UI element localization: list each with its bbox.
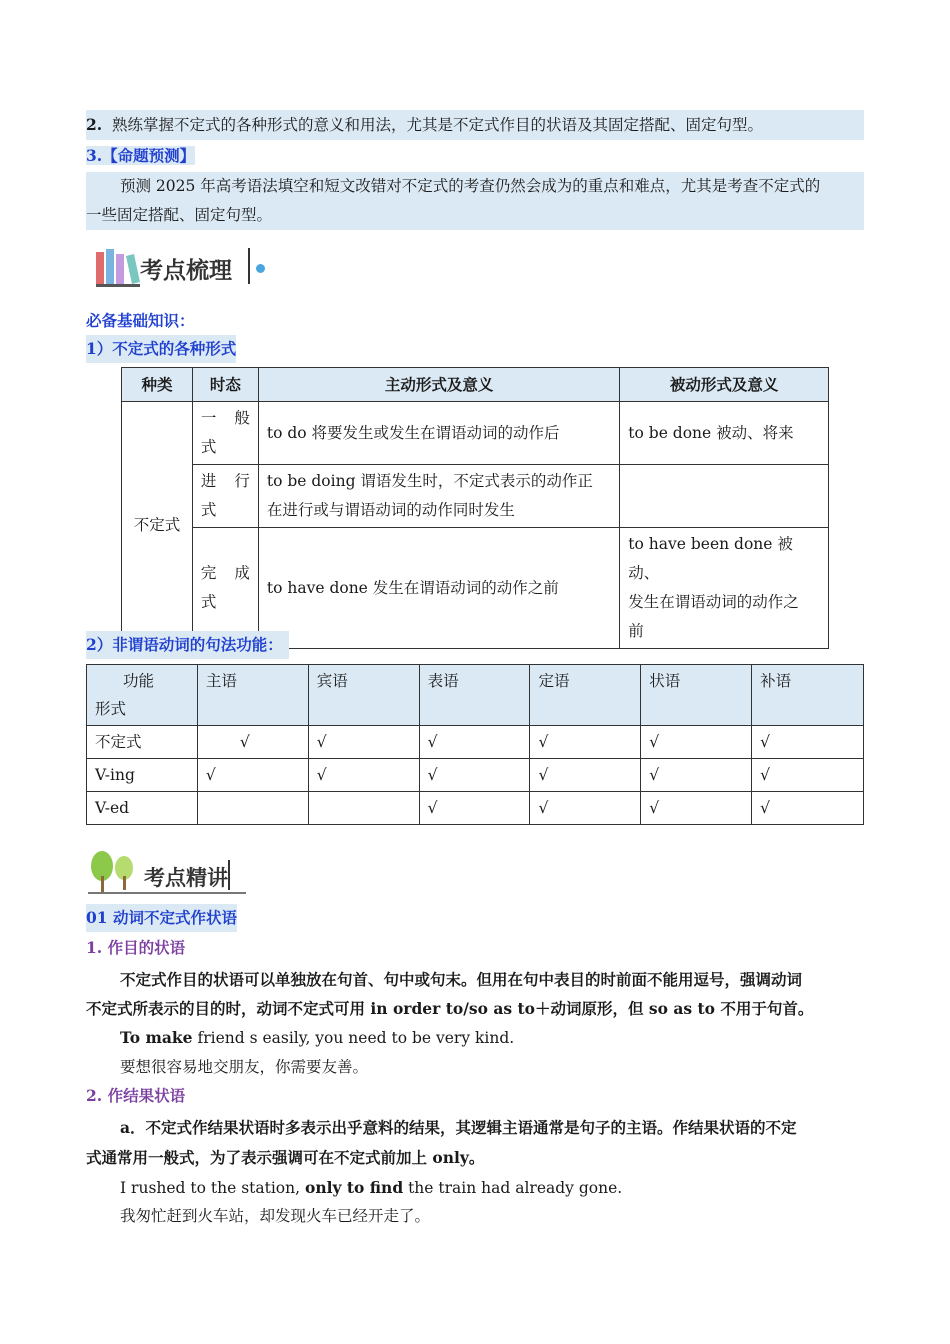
column-header: 定语	[530, 665, 641, 726]
check-mark: √	[752, 759, 864, 792]
table-row	[87, 792, 864, 825]
check-mark: √	[419, 792, 530, 825]
books-icon	[94, 246, 142, 288]
header-passive: 被动形式及意义	[620, 368, 829, 402]
column-header: 状语	[641, 665, 752, 726]
active-cell: to be doing 谓语发生时，不定式表示的动作正 在进行或与谓语动词的动作同时发生	[258, 465, 619, 528]
purpose-subheading: 1. 作目的状语	[86, 938, 186, 957]
check-mark: √	[641, 759, 752, 792]
item-number: 2.	[86, 115, 103, 134]
result-paragraph-line-1: a．不定式作结果状语时多表示出乎意料的结果，其逻辑主语通常是句子的主语。作结果状语的不定	[120, 1118, 797, 1137]
nonfinite-functions-table	[86, 664, 864, 825]
prediction-heading: 3.【命题预测】	[86, 146, 196, 165]
table-row	[87, 726, 864, 759]
check-mark: √	[530, 759, 641, 792]
check-mark: √	[641, 726, 752, 759]
knowledge-heading: 必备基础知识：	[86, 311, 195, 330]
objective-text: 熟练掌握不定式的各种形式的意义和用法，尤其是不定式作目的状语及其固定搭配、固定句型。	[112, 116, 764, 134]
section-banner-review	[94, 244, 274, 290]
column-header: 补语	[752, 665, 864, 726]
check-mark: √	[752, 726, 864, 759]
tense-cell: 完 成 式	[192, 528, 258, 649]
tense-cell: 进 行 式	[192, 465, 258, 528]
tense-cell: 一 般 式	[192, 402, 258, 465]
check-mark	[197, 792, 308, 825]
column-header: 宾语	[308, 665, 419, 726]
check-mark: √	[308, 726, 419, 759]
form-cell: V-ing	[87, 759, 198, 792]
result-subheading: 2. 作结果状语	[86, 1086, 186, 1105]
forms-subheading: 1）不定式的各种形式	[86, 335, 236, 363]
banner-divider	[228, 860, 230, 890]
example-1: To make friend s easily, you need to be very kind.	[120, 1028, 515, 1047]
check-mark: √	[530, 726, 641, 759]
result-paragraph-line-2: 式通常用一般式，为了表示强调可在不定式前加上 only。	[86, 1148, 485, 1167]
check-mark: √	[197, 759, 308, 792]
prediction-line-1: 预测 2025 年高考语法填空和短文改错对不定式的考查仍然会成为的重点和难点，尤其是考查不定式的	[86, 172, 864, 201]
check-mark: √	[419, 726, 530, 759]
banner-title: 考点梳理	[140, 258, 232, 284]
passive-cell: to be done 被动、将来	[620, 402, 829, 465]
column-header: 主语	[197, 665, 308, 726]
table-row	[122, 465, 829, 528]
corner-cell: 功能 形式	[87, 665, 198, 726]
header-tense: 时态	[192, 368, 258, 402]
table-row	[122, 402, 829, 465]
active-cell: to do 将要发生或发生在谓语动词的动作后	[258, 402, 619, 465]
table-header-row	[87, 665, 864, 726]
category-cell: 不定式	[122, 402, 193, 649]
prediction-line-2: 一些固定搭配、固定句型。	[86, 201, 864, 230]
example-1-translation: 要想很容易地交朋友，你需要友善。	[120, 1058, 369, 1076]
check-mark: √	[308, 759, 419, 792]
example-2: I rushed to the station, only to find the train had already gone.	[120, 1178, 623, 1197]
check-mark	[308, 792, 419, 825]
form-cell: 不定式	[87, 726, 198, 759]
objective-item-2	[86, 110, 864, 140]
check-mark: √	[197, 726, 308, 759]
passive-cell	[620, 465, 829, 528]
active-cell: to have done 发生在谓语动词的动作之前	[258, 528, 619, 649]
banner-title: 考点精讲	[144, 866, 228, 890]
infinitive-forms-table	[121, 367, 829, 649]
check-mark: √	[419, 759, 530, 792]
banner-divider	[248, 248, 250, 284]
column-header: 表语	[419, 665, 530, 726]
table-row	[87, 759, 864, 792]
section-heading: 01 动词不定式作状语	[86, 904, 237, 932]
check-mark: √	[530, 792, 641, 825]
purpose-paragraph-line-1: 不定式作目的状语可以单独放在句首、句中或句末。但用在句中表目的时前面不能用逗号，强调动词	[120, 970, 803, 989]
dot-icon	[256, 264, 265, 273]
check-mark: √	[752, 792, 864, 825]
tree-icon	[88, 850, 138, 894]
passive-cell: to have been done 被动、 发生在谓语动词的动作之 前	[620, 528, 829, 649]
form-cell: V-ed	[87, 792, 198, 825]
example-2-translation: 我匆忙赶到火车站，却发现火车已经开走了。	[120, 1207, 431, 1225]
header-category: 种类	[122, 368, 193, 402]
check-mark: √	[641, 792, 752, 825]
banner-underline	[88, 892, 246, 894]
section-banner-explain	[88, 850, 248, 896]
header-active: 主动形式及意义	[258, 368, 619, 402]
functions-subheading: 2）非谓语动词的句法功能：	[86, 631, 289, 659]
purpose-paragraph-line-2: 不定式所表示的目的时，动词不定式可用 in order to/so as to＋动词原形，但 so as to 不用于句首。	[86, 999, 814, 1018]
